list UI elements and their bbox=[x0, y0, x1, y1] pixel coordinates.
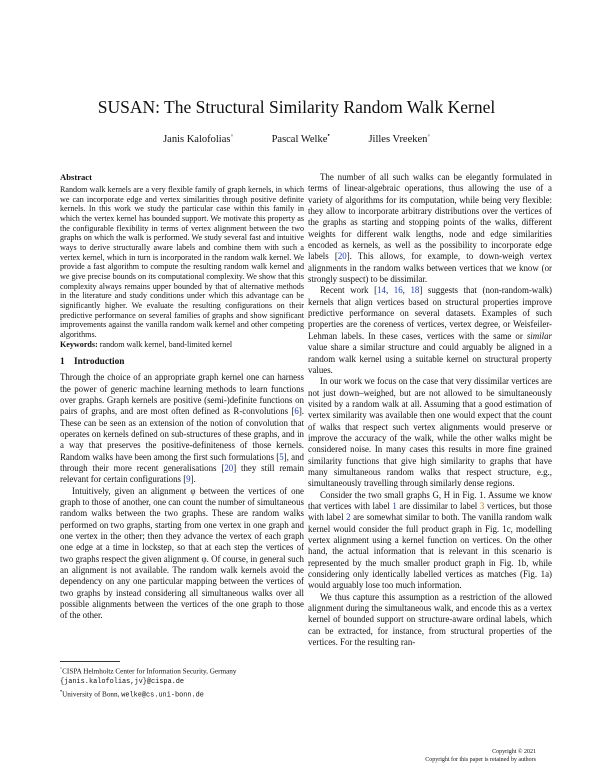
affiliation-mark: • bbox=[327, 131, 330, 140]
vertex-label-3: 3 bbox=[479, 500, 485, 511]
keywords-label: Keywords: bbox=[60, 339, 98, 349]
author-2: Pascal Welke• bbox=[271, 131, 330, 145]
vertex-label-1: 1 bbox=[392, 500, 397, 511]
section-heading-introduction bbox=[60, 356, 304, 368]
footnote-bonn: •University of Bonn, welke@cs.uni-bonn.de bbox=[60, 688, 204, 699]
citation-link[interactable]: 14 bbox=[377, 285, 386, 296]
intro-paragraph-2: Intuitively, given an alignment φ between the vertices of one graph to those of another, one can count the number of simultaneous random walks between the two graphs. These are random walks performed on two graphs, starting from one vertex in one graph and one vertex in the other; then they advance the vertex of each graph one edge at a time in lockstep, so that at each step the vertices of two graphs respect the given alignment φ. Of course, in general such an alignment is not available. The random walk kernels avoid the dependency on any one particular mapping between the vertices of two graphs by instead considering all simultaneous walks over all possible alignments between the vertices of the one graph to those of the other. bbox=[60, 485, 304, 621]
section-title: Introduction bbox=[74, 357, 125, 368]
intro-paragraph-5: In our work we focus on the case that very dissimilar vertices are not just down–weighed, but are not allowed to be simultaneously visited by a random walk at all. Assuming that a good estimation of vertex similarity was available then one would expect that the count of walks that respect such vertex alignments would preserve or improve the accuracy of the walk, while the other walks might be considered noise. In many cases this results in more fine grained similarity functions that give high similarity to graphs that have many simultaneous random walks that respect structure, e.g., simultaneously travelling through similarly dense regions. bbox=[308, 376, 552, 489]
affiliation-mark: ◦ bbox=[427, 131, 430, 140]
citation-link[interactable]: 20 bbox=[337, 251, 347, 262]
citation-link[interactable]: 6 bbox=[294, 406, 299, 417]
keywords-text: random walk kernel, band-limited kernel bbox=[99, 339, 233, 349]
paper-title: SUSAN: The Structural Similarity Random Walk Kernel bbox=[97, 97, 496, 117]
intro-paragraph-3: The number of all such walks can be elegantly formulated in terms of linear-algebraic operations, thus allowing the use of a variety of algorithms for its computation, while being very flexible: they allow to incorporate arbitrary distributions over the vertices of the graphs as starting and stopping points of the walks, different weights for different walk lengths, node and edge similarities encoded as kernels, as well as the possibility to incorporate edge labels [20]. This allows, for example, to down-weigh vertex alignments in the random walks between vertices that we know (or strongly suspect) to be dissimilar. bbox=[308, 172, 552, 285]
intro-paragraph-7: We thus capture this assumption as a restriction of the allowed alignment during the simultaneous walk, and encode this as a vertex kernel of bounded support on structure-aware ordinal labels, which can be extracted, for instance, from structural properties of the vertices. For the resulting ran- bbox=[308, 591, 552, 648]
footnotes bbox=[60, 661, 304, 701]
abstract-text: Random walk kernels are a very flexible family of graph kernels, in which we can incorporate edge and vertex similarities through positive definite kernels. In this work we study the particular case within this family in which the vertex kernel has bounded support. We motivate this property as the configurable flexibility in terms of vertex alignment between the two graphs on which the walk is performed. We study several fast and intuitive ways to derive structurally aware labels and combine them with such a vertex kernel, which in turn is incorporated in the random walk kernel. We provide a fast algorithm to compute the resulting random walk kernel and we give precise bounds on its computational complexity. We show that this complexity always remains upper bounded by that of alternative methods in the literature and study conditions under which this advantage can be significantly higher. We evaluate the resulting configurations on their predictive performance on several families of graphs and show significant improvements against the vanilla random walk kernel and other competing algorithms. bbox=[60, 185, 304, 339]
email-bonn[interactable]: welke@cs.uni-bonn.de bbox=[121, 690, 204, 699]
copyright-notice: Copyright © 2021 Copyright for this paper is retained by authors bbox=[425, 749, 536, 763]
author-1: Janis Kalofolias◦ bbox=[163, 131, 233, 145]
intro-paragraph-6: Consider the two small graphs G, H in Fig. 1. Assume we know that vertices with label 1 are dissimilar to label 3 vertices, but those with label 2 are somewhat similar to both. The vanilla random walk kernel would consider the full product graph in Fig. 1c, modelling vertex alignment using a kernel function on vertices. On the other hand, the actual information that is relevant in this scenario is represented by the much smaller product graph in Fig. 1b, while considering only identically labelled vertices as matches (Fig. 1a) would arguably lose too much information. bbox=[308, 489, 552, 591]
email-cispa[interactable]: {janis.kalofolias,jv}@cispa.de bbox=[60, 677, 185, 686]
footnote-rule bbox=[60, 661, 120, 662]
citation-link[interactable]: 5 bbox=[279, 451, 284, 462]
vertex-label-2: 2 bbox=[346, 512, 351, 523]
keywords bbox=[60, 340, 304, 350]
author-list bbox=[0, 133, 593, 147]
right-column bbox=[308, 172, 552, 648]
affiliation-mark: ◦ bbox=[230, 131, 233, 140]
left-column bbox=[60, 172, 304, 622]
footnote-cispa: ◦CISPA Helmholtz Center for Information Security, Germany {janis.kalofolias,jv}@cispa.de bbox=[60, 666, 237, 686]
citation-link[interactable]: 16 bbox=[393, 285, 403, 296]
abstract-heading: Abstract bbox=[60, 172, 92, 182]
section-number: 1 bbox=[60, 357, 65, 368]
citation-link[interactable]: 9 bbox=[186, 474, 191, 485]
author-3: Jilles Vreeken◦ bbox=[368, 131, 430, 145]
intro-paragraph-4: Recent work [14, 16, 18] suggests that (non-random-walk) kernels that align vertices based on structural properties improve predictive performance on several datasets. Examples of such properties are the coreness of vertices, vertex degree, or Weisfeiler-Lehman labels. In these cases, vertices with the same or similar value share a similar structure and could arguably be aligned in a random walk kernel using a suitable kernel on structural property values. bbox=[308, 285, 553, 375]
citation-link[interactable]: 20 bbox=[224, 462, 234, 473]
intro-paragraph-1: Through the choice of an appropriate graph kernel one can harness the power of generic machine learning methods to learn functions over graphs. Graph kernels are positive (semi-)definite functions on pairs of graphs, and are most often defined as R-convolutions [6]. These can be seen as an extension of the notion of convolution that operates on kernels defined on sub-structures of these graphs, and in a way that preserves the positive-definiteness of those kernels. Random walks have been among the first such formulations [5], and through their more recent generalisations [20] they still remain relevant for certain configurations [9]. bbox=[60, 372, 304, 485]
citation-link[interactable]: 18 bbox=[410, 285, 420, 296]
